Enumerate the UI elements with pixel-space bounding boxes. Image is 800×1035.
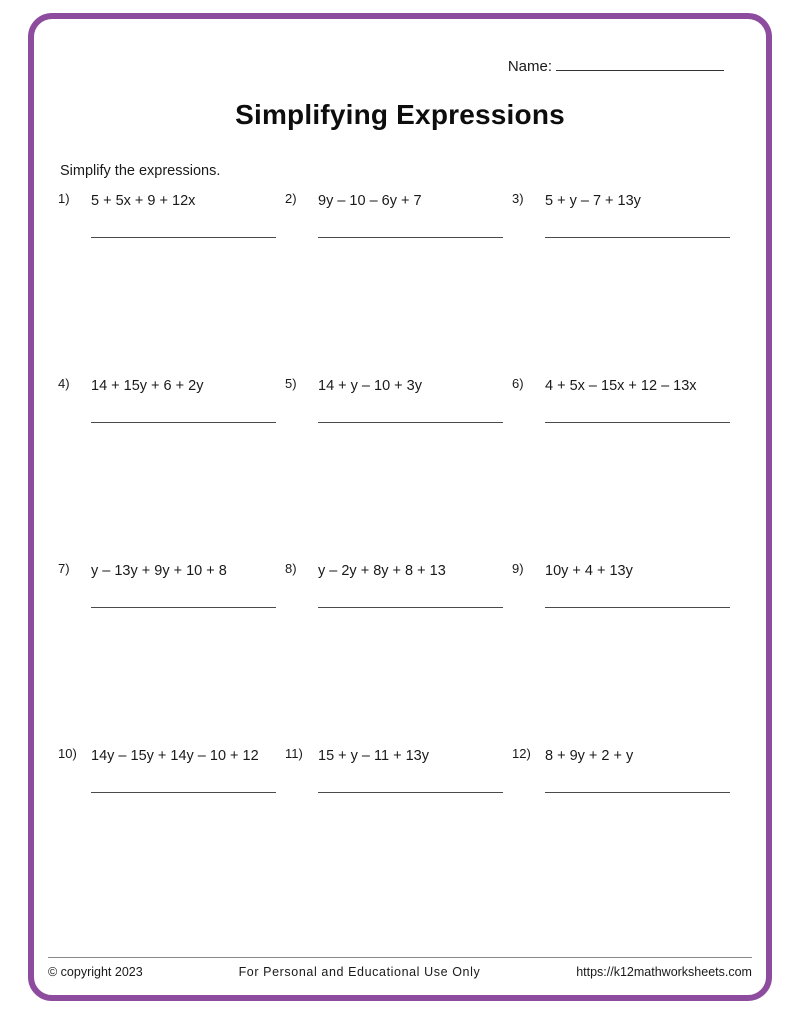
answer-line bbox=[91, 422, 276, 423]
name-label: Name: bbox=[507, 58, 552, 75]
name-row bbox=[34, 57, 766, 75]
answer-line bbox=[545, 607, 730, 608]
problem-cell bbox=[512, 748, 739, 933]
problem-number: 2) bbox=[285, 191, 297, 206]
answer-line bbox=[545, 422, 730, 423]
problem-expression: y – 2y + 8y + 8 + 13 bbox=[318, 563, 446, 579]
answer-line bbox=[318, 607, 503, 608]
answer-line bbox=[91, 607, 276, 608]
problem-number: 11) bbox=[285, 746, 303, 761]
problem-number: 6) bbox=[512, 376, 524, 391]
problem-number: 12) bbox=[512, 746, 531, 761]
problem-number: 9) bbox=[512, 561, 524, 576]
instructions-text: Simplify the expressions. bbox=[60, 163, 221, 179]
website-link[interactable]: https://k12mathworksheets.com bbox=[576, 965, 752, 979]
problem-expression: 10y + 4 + 13y bbox=[545, 563, 633, 579]
answer-line bbox=[318, 422, 503, 423]
worksheet-frame bbox=[28, 13, 772, 1001]
problem-expression: 14y – 15y + 14y – 10 + 12 bbox=[91, 748, 259, 764]
problem-expression: 5 + y – 7 + 13y bbox=[545, 193, 641, 209]
problem-cell bbox=[58, 193, 285, 378]
worksheet-title: Simplifying Expressions bbox=[235, 99, 565, 130]
copyright-text: © copyright 2023 bbox=[48, 965, 143, 979]
usage-text: For Personal and Educational Use Only bbox=[238, 965, 481, 979]
problem-number: 10) bbox=[58, 746, 77, 761]
problem-expression: 15 + y – 11 + 13y bbox=[318, 748, 429, 764]
problem-expression: 9y – 10 – 6y + 7 bbox=[318, 193, 422, 209]
problem-expression: 14 + 15y + 6 + 2y bbox=[91, 378, 204, 394]
problem-cell bbox=[512, 563, 739, 748]
answer-line bbox=[91, 237, 276, 238]
problem-cell bbox=[285, 748, 512, 933]
problem-expression: 8 + 9y + 2 + y bbox=[545, 748, 634, 764]
problem-expression: 4 + 5x – 15x + 12 – 13x bbox=[545, 378, 697, 394]
problem-number: 5) bbox=[285, 376, 297, 391]
problem-cell bbox=[285, 563, 512, 748]
answer-line bbox=[318, 792, 503, 793]
answer-line bbox=[545, 237, 730, 238]
footer bbox=[48, 957, 752, 979]
problem-cell bbox=[58, 563, 285, 748]
problem-expression: y – 13y + 9y + 10 + 8 bbox=[91, 563, 227, 579]
problem-number: 4) bbox=[58, 376, 70, 391]
answer-line bbox=[545, 792, 730, 793]
problem-number: 8) bbox=[285, 561, 297, 576]
problem-expression: 5 + 5x + 9 + 12x bbox=[91, 193, 196, 209]
problem-number: 7) bbox=[58, 561, 70, 576]
problem-cell bbox=[285, 193, 512, 378]
name-blank-line bbox=[556, 57, 724, 71]
problem-number: 1) bbox=[58, 191, 70, 206]
problem-cell bbox=[58, 378, 285, 563]
problems-grid bbox=[58, 193, 766, 933]
problem-expression: 14 + y – 10 + 3y bbox=[318, 378, 422, 394]
problem-cell bbox=[58, 748, 285, 933]
answer-line bbox=[91, 792, 276, 793]
problem-cell bbox=[512, 193, 739, 378]
problem-cell bbox=[285, 378, 512, 563]
problem-number: 3) bbox=[512, 191, 524, 206]
problem-cell bbox=[512, 378, 739, 563]
answer-line bbox=[318, 237, 503, 238]
